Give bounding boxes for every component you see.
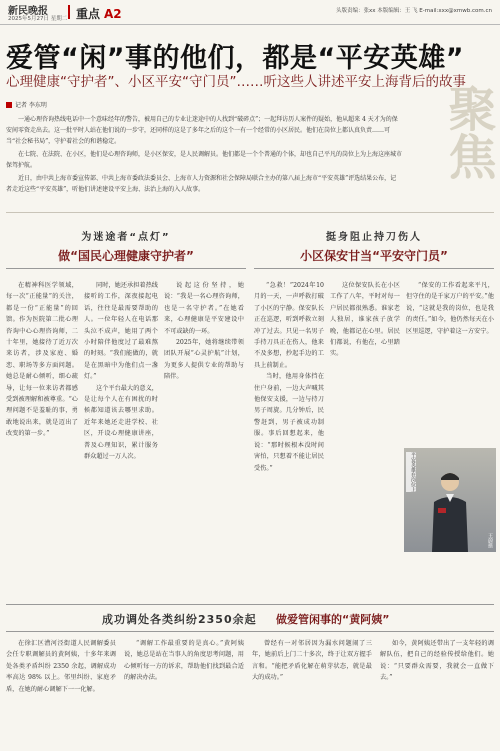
- bottom-title: 做爱管闲事的“黄阿姨”: [276, 613, 390, 626]
- article-paragraph: “保安的工作看起来平凡，但守住的是千家万户的平安。”他说，“这就是我的岗位，也是我的责任。”如今，他仍然每天在小区里巡逻，守护着这一方安宁。: [406, 282, 494, 335]
- main-headline: 爱管“闲”事的他们，都是“平安英雄”: [6, 43, 464, 74]
- newspaper-name: 新民晚报: [8, 6, 48, 17]
- article-paragraph: “调解工作最重要的是真心。”黄阿姨说，她总是站在当事人的角度思考问题，用心倾听每一方的诉求，帮助他们找到最合适的解决办法。: [124, 640, 244, 682]
- intro-paragraph: 一通心理咨询热线电话中一个意味经年的警告，被用自己的专业让迷途中的人找到“破碎点”；一起拜访历人案件的疑始，他从超来 4 天才为的保安间零资走出去。这一批平时人站在他们说的一步守，还同样的这是了多年之后的这个一有一个经常的小区居民。他们在岗位上都认真负责……可当“社会秘书局”，守护着社会的和谐稳定。: [6, 116, 398, 145]
- right-kicker: 挺身阻止持刀伤人: [326, 232, 422, 243]
- intro-text: [6, 114, 402, 197]
- right-column-1: [254, 280, 324, 590]
- reporter-byline: [6, 100, 47, 109]
- bottom-column-2: [124, 638, 244, 746]
- article-paragraph: 如今，黄阿姨还带出了一支年轻的调解队伍，把自己的经验传授给他们。她说：“只要群众需要，我就会一直做下去。”: [380, 640, 494, 682]
- left-column-2: [84, 280, 158, 590]
- bottom-column-3: [252, 638, 372, 746]
- right-section-title: [254, 228, 494, 269]
- section-marker: [68, 5, 70, 19]
- editor-contact: 头版责编：张xx 本版编辑：王 飞 E-mail:xxx@xmwb.com.cn: [336, 8, 492, 14]
- left-column-1: [6, 280, 78, 590]
- reporter-photo: [404, 448, 496, 552]
- right-column-2: [330, 280, 400, 590]
- article-paragraph: 当时，他用身体挡在住户身前，一边大声喊其他保安支援，一边与持刀男子周旋。几分钟后，民警赶到，男子被成功制服。事后回想起来，他说：“那时候根本没时间害怕，只想着不能让居民受伤。”: [254, 373, 324, 472]
- right-title: 小区保安甘当“平安守门员”: [300, 249, 448, 263]
- title-rule: [254, 268, 494, 269]
- bottom-section-title: [6, 604, 494, 632]
- article-paragraph: 2025年，她将继续带领团队开展“心灵护航”计划，为更多人提供专业的帮助与陪伴。: [164, 339, 244, 381]
- article-paragraph: 在精神科医学领域，每一次“正能量”的关注，都是一份“正能量”的回馈。作为医院第二批心理咨询中心心理咨询师，二十年里，她接待了近万次来访者，涉及家庭、婚恋、职场等多方面问题。她总是耐心倾听，细心疏导，让每一位来访者都感受到被理解和被尊重。“心理问题不是羞耻的事，勇敢地说出来，就是迈出了改变的第一步。”: [6, 282, 78, 438]
- decorative-title: 聚焦: [440, 84, 496, 180]
- article-paragraph: 同时，她还承担着热线接听的工作，深夜接起电话，往往是最需要帮助的人。一位年轻人在电话那头泣不成声，她用了两个小时陪伴他度过了最难熬的时刻。“我们能做的，就是在黑暗中为他们点一盏灯。”: [84, 282, 158, 381]
- section-divider: [6, 212, 494, 213]
- reporter-name: 记者 李东明: [15, 102, 47, 109]
- intro-paragraph: 在七院、在法院、在小区，他们是心理咨询师，是小区保安，是人民调解员。他们都是一个个普通的个体，却也自己平凡的岗位上为上海这座城市保驾护航。: [6, 151, 403, 169]
- sub-headline: 心理健康“守护者”、小区平安“守门员”……听这些人讲述平安上海背后的故事: [6, 74, 466, 90]
- left-title: 做“国民心理健康守护者”: [58, 249, 194, 263]
- article-paragraph: 在徐汇区漕河泾街道人民调解委员会任专职调解员的黄阿姨，十多年来调处各类矛盾纠纷 2350 余起，调解成功率高达 98% 以上。邻里纠纷、家庭矛盾，在她的耐心调解下一一化解。: [6, 640, 116, 693]
- section-name: 重点: [76, 7, 101, 21]
- article-paragraph: 曾经有一对邻居因为漏水问题闹了三年，她前后上门二十多次，终于让双方握手言和。“能把矛盾化解在萌芽状态，就是最大的成功。”: [252, 640, 372, 682]
- article-paragraph: “急救！”2024年10月的一天，一声呼救打破了小区的宁静。保安队长正在巡逻，听到呼救立刻冲了过去。只见一名男子手持刀具正在伤人，他来不及多想，抄起手边的工具上前制止。: [254, 282, 324, 369]
- square-icon: [6, 102, 12, 108]
- article-paragraph: 说起这份坚持，她说：“我是一名心理咨询师，也是一名守护者。”在她看来，心理健康是平安建设中不可或缺的一环。: [164, 282, 244, 335]
- bottom-kicker: 成功调处各类纠纷2350余起: [102, 613, 257, 626]
- photo-credit: 王蔚摄: [487, 533, 493, 548]
- right-column-3: [406, 280, 494, 440]
- page-header: [0, 0, 500, 25]
- page-number: A2: [104, 7, 122, 21]
- issue-date: 2025年5月27日 星期二: [8, 16, 68, 22]
- bottom-column-1: [6, 638, 116, 746]
- bottom-column-4: [380, 638, 494, 746]
- person-figure: [426, 468, 474, 552]
- photo-caption: 平安英雄在岗位上: [406, 452, 416, 492]
- intro-paragraph: 近日，由中共上海市委宣传部、中共上海市委政法委员会、上海市人力资源和社会保障局联合主办的第八届上海市“平安英雄”评选结果公布，记者走近这些“平安英雄”，听他们讲述建设平安上海、法治上海的入人故事。: [6, 175, 397, 193]
- title-rule: [6, 268, 246, 269]
- section-label: [76, 5, 122, 22]
- left-section-title: [6, 228, 246, 269]
- article-paragraph: 这位保安队长在小区工作了八年，平时对每一户居民都很熟悉。谁家老人独居，谁家孩子放学晚，他都记在心里。居民们都说，有他在，心里踏实。: [330, 282, 400, 358]
- left-column-3: [164, 280, 244, 590]
- article-paragraph: 这个平台最大的意义，是让每个人在有困扰的时候都知道该去哪里求助。近年来她还走进学校、社区，开设心理健康讲座，普及心理知识，累计服务群众超过一万人次。: [84, 384, 158, 461]
- left-kicker: 为迷途者“点灯”: [81, 232, 171, 243]
